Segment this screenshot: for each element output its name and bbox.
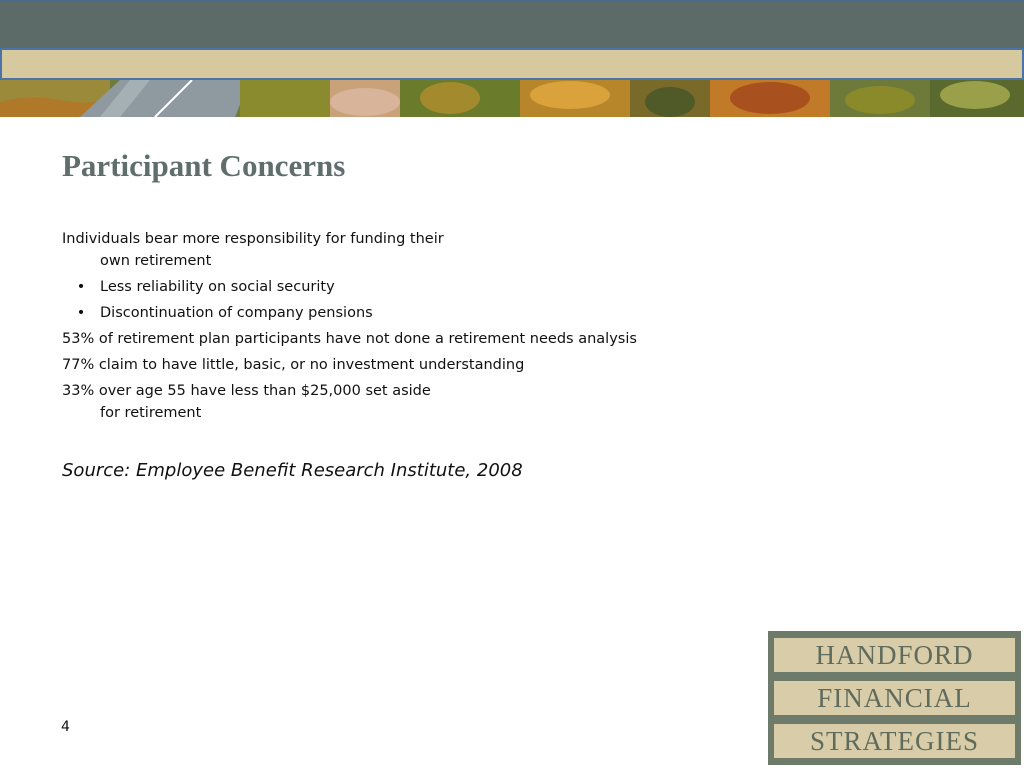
body-paragraph-continuation: for retirement <box>100 405 202 421</box>
source-citation: Source: Employee Benefit Research Institute, 2008 <box>62 460 523 481</box>
bullet-text: Discontinuation of company pensions <box>100 305 373 321</box>
slide-body <box>62 228 762 428</box>
body-paragraph-continuation: own retirement <box>100 253 212 269</box>
company-logo <box>768 631 1021 765</box>
header-band <box>0 0 1024 50</box>
header-photo-strip <box>0 80 1024 117</box>
body-paragraph-text: 33% over age 55 have less than $25,000 set aside <box>62 383 431 399</box>
body-paragraph <box>62 380 762 424</box>
bullet-item <box>62 276 762 298</box>
bullet-glyph: • <box>76 305 86 321</box>
logo-line: FINANCIAL <box>774 681 1015 715</box>
body-paragraph <box>62 328 762 350</box>
logo-line: HANDFORD <box>774 638 1015 672</box>
body-paragraph <box>62 354 762 376</box>
bullet-item <box>62 302 762 324</box>
page-number: 4 <box>61 719 70 735</box>
body-paragraph-text: 53% of retirement plan participants have not done a retirement needs analysis <box>62 331 637 347</box>
landscape-image <box>0 80 1024 117</box>
bullet-text: Less reliability on social security <box>100 279 335 295</box>
body-paragraph-text: 77% claim to have little, basic, or no investment understanding <box>62 357 525 373</box>
body-paragraph <box>62 228 762 272</box>
header-accent-band <box>0 50 1024 80</box>
bullet-glyph: • <box>76 279 86 295</box>
logo-line: STRATEGIES <box>774 724 1015 758</box>
slide-title: Participant Concerns <box>62 148 346 183</box>
body-paragraph-text: Individuals bear more responsibility for funding their <box>62 231 444 247</box>
